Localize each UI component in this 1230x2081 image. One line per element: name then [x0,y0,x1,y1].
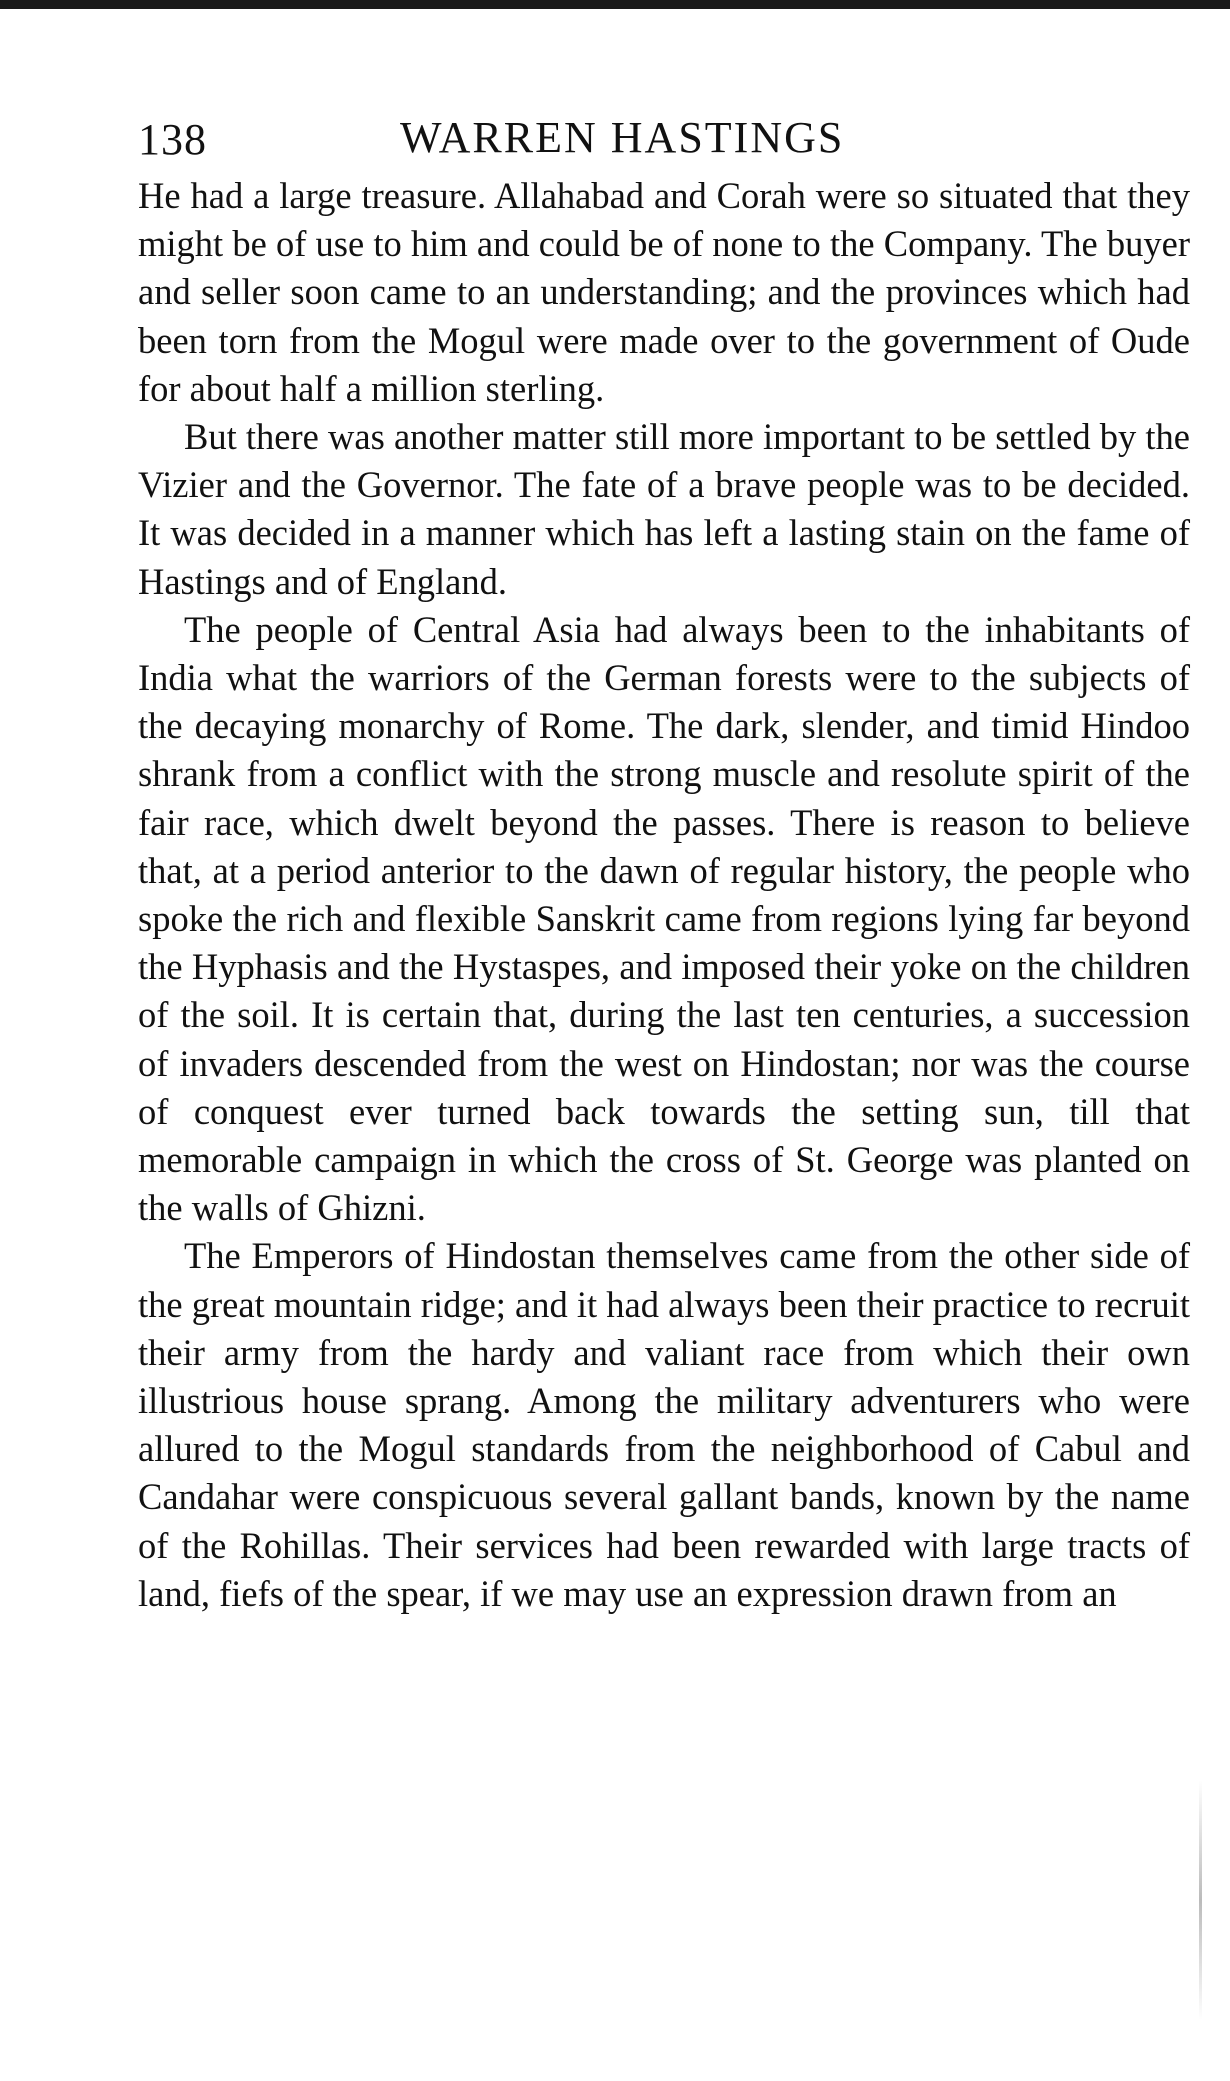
running-head [138,108,1190,172]
paragraph-4: The Emperors of Hindostan themselves came from the other side of the great mountain ridge; and it had always been their practice to recruit their army from the hardy and valiant race from which their own illustrious house sprang. Among the military adventurers who were allured to the Mogul standards from the neighborhood of Cabul and Candahar were conspicuous several gallant bands, known by the name of the Rohillas. Their services had been rewarded with large tracts of land, fiefs of the spear, if we may use an expression drawn from an [138,1235,1190,1614]
paragraph-3: The people of Central Asia had always been to the inhabitants of India what the warriors of the German forests were to the subjects of the decaying monarchy of Rome. The dark, slender, and timid Hindoo shrank from a conflict with the strong muscle and resolute spirit of the fair race, which dwelt beyond the passes. There is reason to believe that, at a period anterior to the dawn of regular history, the people who spoke the rich and flexible Sanskrit came from regions lying far beyond the Hyphasis and the Hystaspes, and imposed their yoke on the children of the soil. It is certain that, during the last ten centuries, a succession of invaders descended from the west on Hindostan; nor was the course of conquest ever turned back towards the setting sun, till that memorable campaign in which the cross of St. George was planted on the walls of Ghizni. [138,608,1190,1229]
paragraph-1: He had a large treasure. Allahabad and Corah were so situated that they might be of use to him and could be of none to the Company. The buyer and seller soon came to an understanding; and the provinces which had been torn from the Mogul were made over to the government of Oude for about half a million sterling. [138,175,1190,409]
body-text [138,172,1190,1618]
running-title: WARREN HASTINGS [400,113,845,162]
page-number: 138 [138,115,207,164]
top-rule [0,0,1230,9]
scan-margin-mark [1199,1780,1202,2020]
book-page [138,108,1190,1618]
paragraph-2: But there was another matter still more important to be settled by the Vizier and the Governor. The fate of a brave people was to be decided. It was decided in a manner which has left a lasting stain on the fame of Hastings and of England. [138,416,1190,602]
